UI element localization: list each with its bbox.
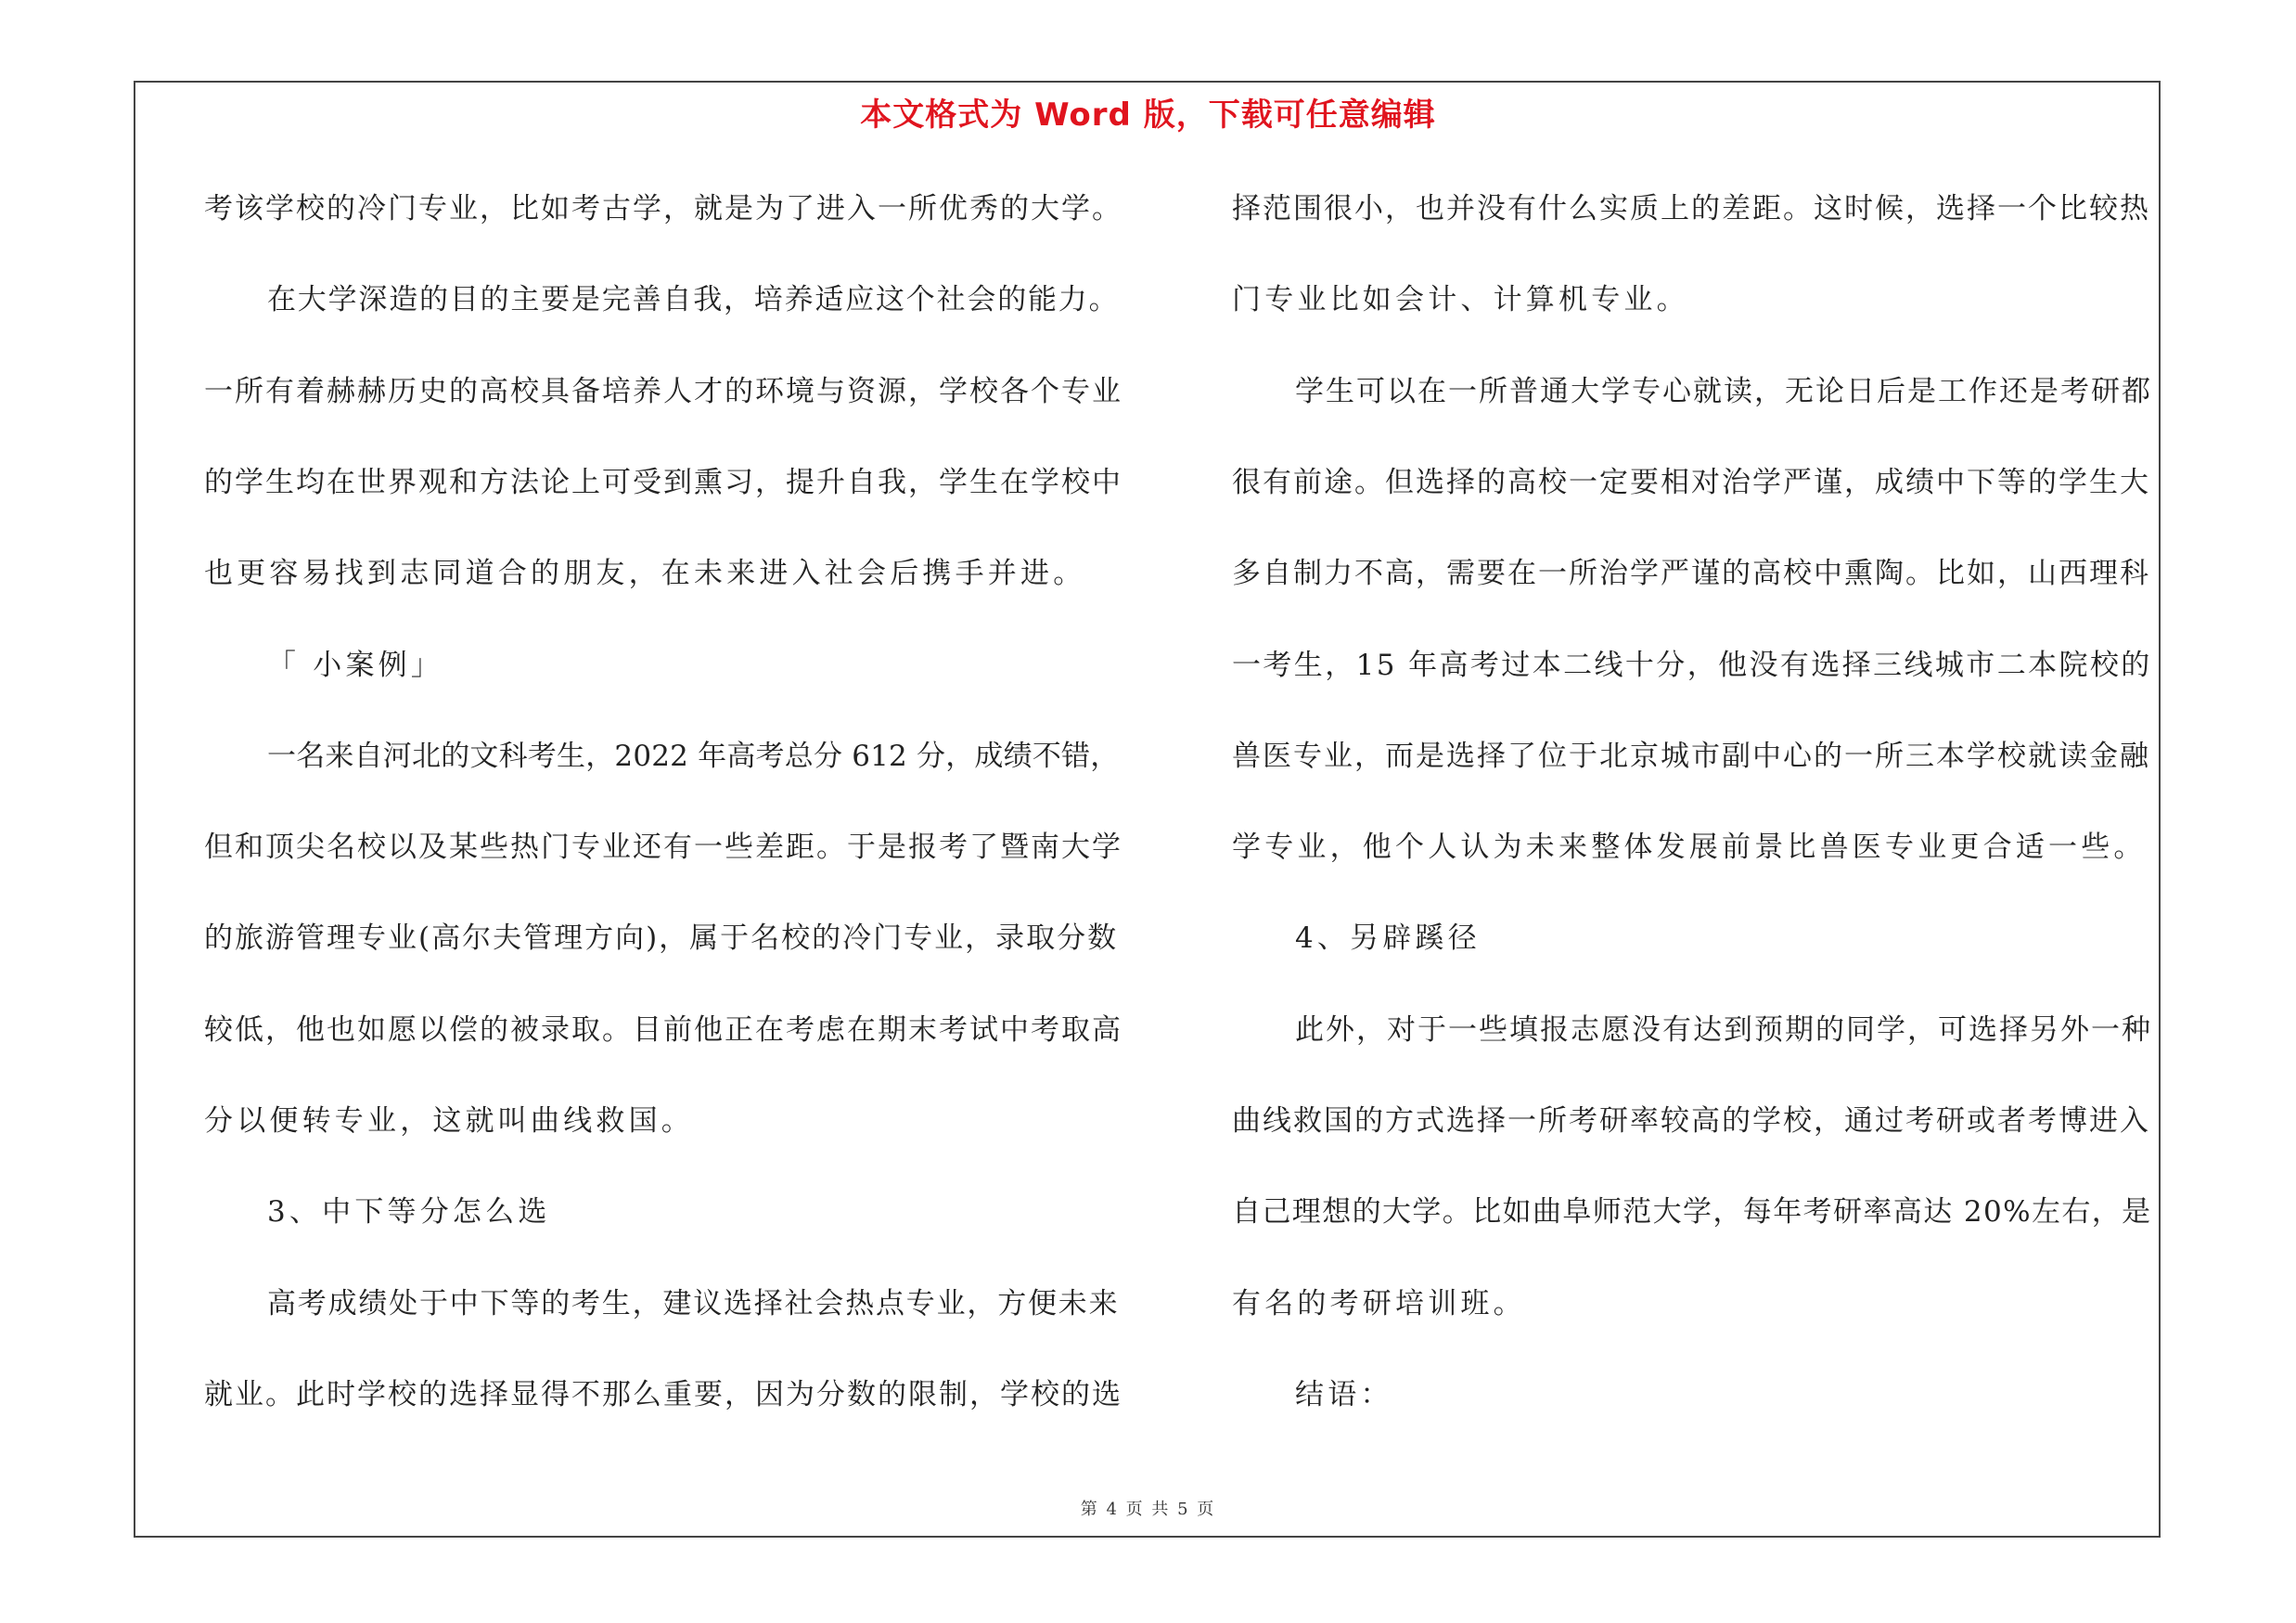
text-line: 高考成绩处于中下等的考生，建议选择社会热点专业，方便未来 <box>267 1286 1120 1320</box>
text-line: 分以便转专业，这就叫曲线救国。 <box>204 1104 694 1138</box>
text-line: 有名的考研培训班。 <box>1232 1286 1526 1320</box>
text-line: 一所有着赫赫历史的高校具备培养人才的环境与资源，学校各个专业 <box>204 374 1122 408</box>
text-line: 一名来自河北的文科考生，2022 年高考总分 612 分，成绩不错， <box>267 739 1120 773</box>
format-banner: 本文格式为 Word 版，下载可任意编辑 <box>860 97 1436 134</box>
text-line: 也更容易找到志同道合的朋友，在未来进入社会后携手并进。 <box>204 557 1086 591</box>
text-line: 多自制力不高，需要在一所治学严谨的高校中熏陶。比如，山西理科 <box>1232 557 2150 591</box>
text-line: 较低，他也如愿以偿的被录取。目前他正在考虑在期末考试中考取高 <box>204 1012 1122 1047</box>
text-line: 很有前途。但选择的高校一定要相对治学严谨，成绩中下等的学生大 <box>1232 465 2150 499</box>
text-line: 自己理想的大学。比如曲阜师范大学，每年考研率高达 20%左右，是 <box>1232 1195 2152 1230</box>
text-line: 的学生均在世界观和方法论上可受到熏习，提升自我，学生在学校中 <box>204 465 1122 499</box>
text-line: 曲线救国的方式选择一所考研率较高的学校，通过考研或者考博进入 <box>1232 1104 2150 1138</box>
text-line: 就业。此时学校的选择显得不那么重要，因为分数的限制，学校的选 <box>204 1377 1122 1411</box>
text-line: 在大学深造的目的主要是完善自我，培养适应这个社会的能力。 <box>267 283 1120 317</box>
text-line: 门专业比如会计、计算机专业。 <box>1232 283 1689 317</box>
text-line: 3、中下等分怎么选 <box>267 1195 551 1230</box>
text-line: 「 小案例」 <box>267 648 444 682</box>
text-line: 4、另辟蹊径 <box>1295 921 1481 956</box>
text-line: 但和顶尖名校以及某些热门专业还有一些差距。于是报考了暨南大学 <box>204 831 1122 865</box>
text-line: 一考生，15 年高考过本二线十分，他没有选择三线城市二本院校的 <box>1232 648 2152 682</box>
text-line: 结语： <box>1295 1377 1393 1411</box>
text-line: 学生可以在一所普通大学专心就读，无论日后是工作还是考研都 <box>1295 374 2152 408</box>
text-line: 此外，对于一些填报志愿没有达到预期的同学，可选择另外一种 <box>1295 1012 2152 1047</box>
text-line: 学专业，他个人认为未来整体发展前景比兽医专业更合适一些。 <box>1232 831 2147 865</box>
text-line: 择范围很小，也并没有什么实质上的差距。这时候，选择一个比较热 <box>1232 192 2150 225</box>
text-line: 考该学校的冷门专业，比如考古学，就是为了进入一所优秀的大学。 <box>204 192 1122 225</box>
page-footer: 第 4 页 共 5 页 <box>1080 1500 1216 1519</box>
text-line: 的旅游管理专业(高尔夫管理方向)，属于名校的冷门专业，录取分数 <box>204 921 1119 956</box>
text-line: 兽医专业，而是选择了位于北京城市副中心的一所三本学校就读金融 <box>1232 739 2150 773</box>
